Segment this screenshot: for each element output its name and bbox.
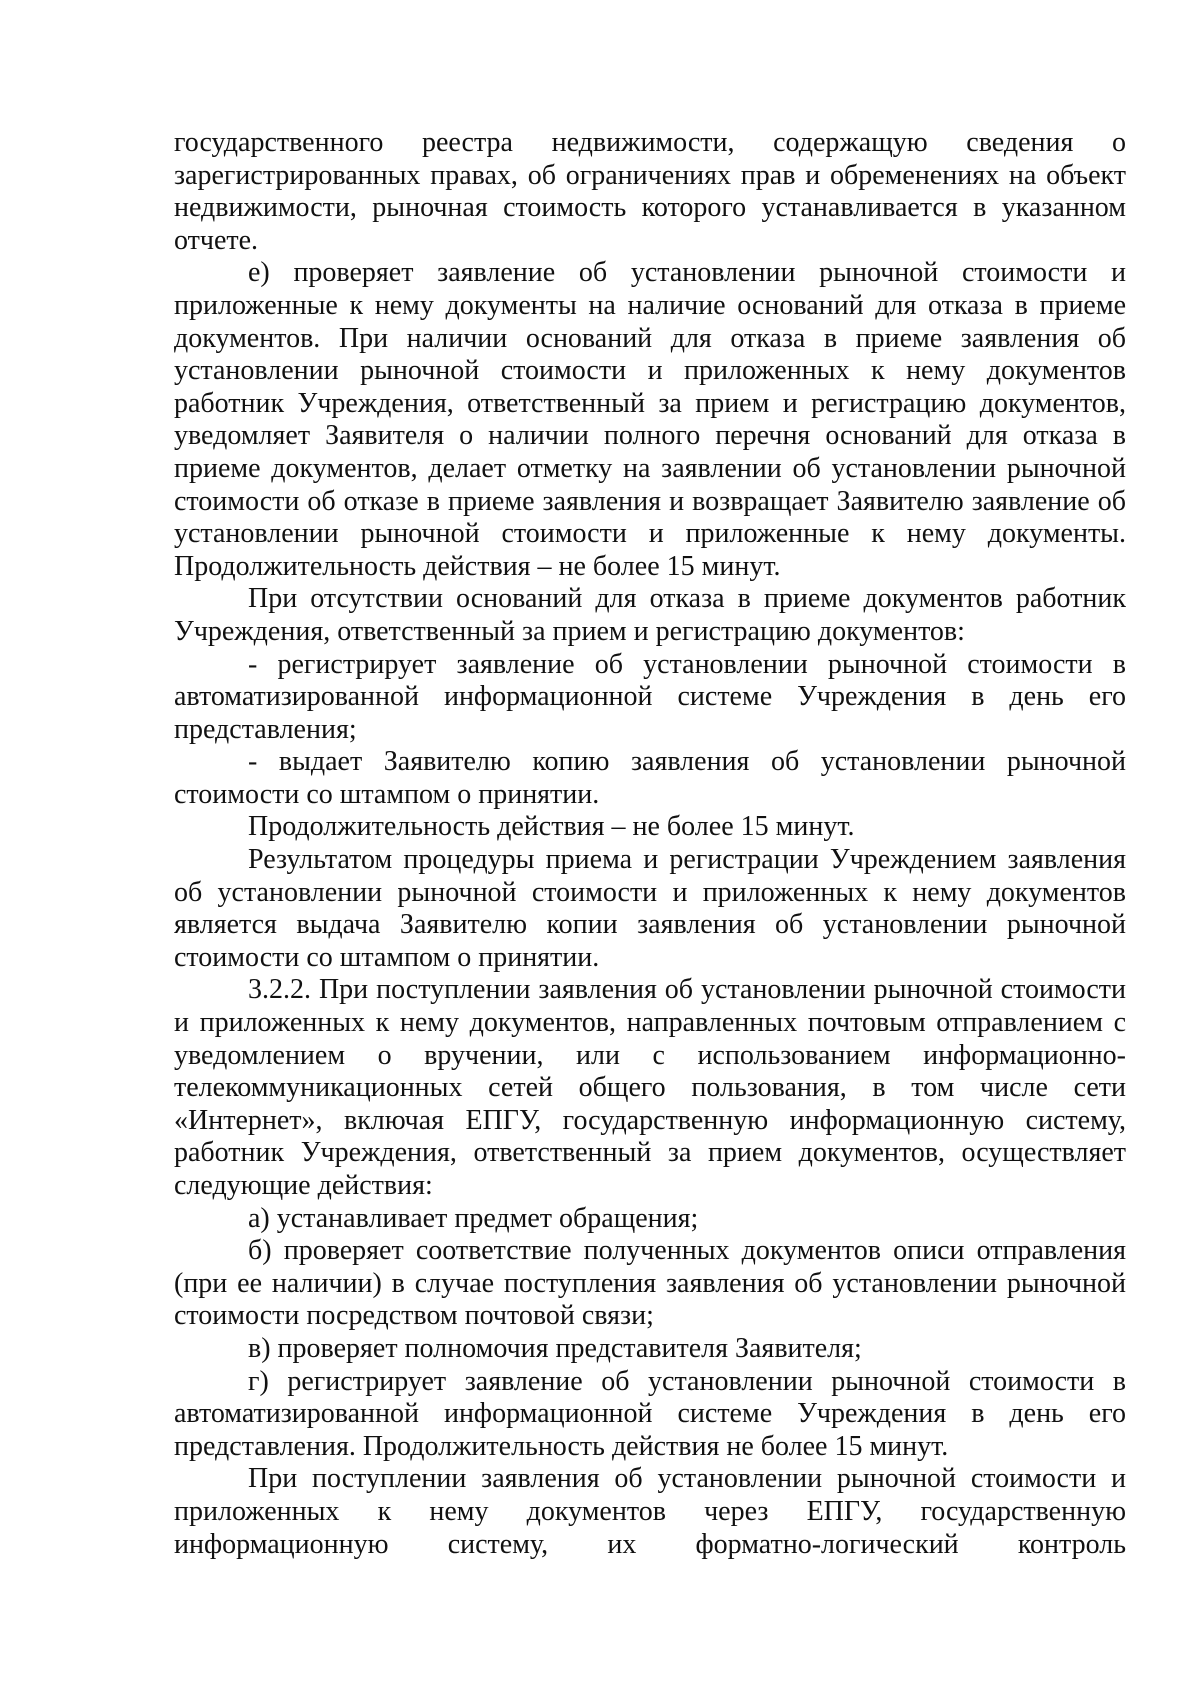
paragraph-item-b: б) проверяет соответствие полученных документов описи отправления (при ее наличии) в случае поступления заявления об установлении рыночной стоимости посредством почтовой связи;: [174, 1235, 1126, 1332]
paragraph-item-e: е) проверяет заявление об установлении рыночной стоимости и приложенные к нему документы на наличие оснований для отказа в приеме документов. При наличии оснований для отказа в приеме заявления об установлении рыночной стоимости и приложенных к нему документов работник Учреждения, ответственный за прием и регистрацию документов, уведомляет Заявителя о наличии полного перечня оснований для отказа в приеме документов, делает отметку на заявлении об установлении рыночной стоимости об отказе в приеме заявления и возвращает Заявителю заявление об установлении рыночной стоимости и приложенные к нему документы. Продолжительность действия – не более 15 минут.: [174, 257, 1126, 582]
paragraph-section-3-2-2: 3.2.2. При поступлении заявления об установлении рыночной стоимости и приложенных к нему документов, направленных почтовым отправлением с уведомлением о вручении, или с использованием информационно-телекоммуникационных сетей общего пользования, в том числе сети «Интернет», включая ЕПГУ, государственную информационную систему, работник Учреждения, ответственный за прием документов, осуществляет следующие действия:: [174, 974, 1126, 1201]
paragraph-issues-copy: - выдает Заявителю копию заявления об установлении рыночной стоимости со штампом о принятии.: [174, 746, 1126, 810]
paragraph-item-g: г) регистрирует заявление об установлении рыночной стоимости в автоматизированной информационной системе Учреждения в день его представления. Продолжительность действия не более 15 минут.: [174, 1365, 1126, 1462]
paragraph-procedure-result: Результатом процедуры приема и регистрации Учреждением заявления об установлении рыночной стоимости и приложенных к нему документов является выдача Заявителю копии заявления об установлении рыночной стоимости со штампом о принятии.: [174, 844, 1126, 973]
paragraph-epgu-submission: При поступлении заявления об установлении рыночной стоимости и приложенных к нему документов через ЕПГУ, государственную информационную систему, их форматно-логический контроль: [174, 1463, 1126, 1560]
document-body: [174, 127, 1126, 1561]
paragraph-registers-application: - регистрирует заявление об установлении рыночной стоимости в автоматизированной информационной системе Учреждения в день его представления;: [174, 648, 1126, 745]
paragraph-no-refusal-grounds: При отсутствии оснований для отказа в приеме документов работник Учреждения, ответственный за прием и регистрацию документов:: [174, 583, 1126, 647]
paragraph-item-v: в) проверяет полномочия представителя Заявителя;: [248, 1332, 862, 1364]
paragraph-item-a: а) устанавливает предмет обращения;: [248, 1202, 699, 1234]
paragraph-registry-extract: государственного реестра недвижимости, содержащую сведения о зарегистрированных правах, об ограничениях прав и обременениях на объект недвижимости, рыночная стоимость которого устанавливается в указанном отчете.: [174, 127, 1126, 256]
paragraph-duration: Продолжительность действия – не более 15 минут.: [248, 811, 855, 843]
